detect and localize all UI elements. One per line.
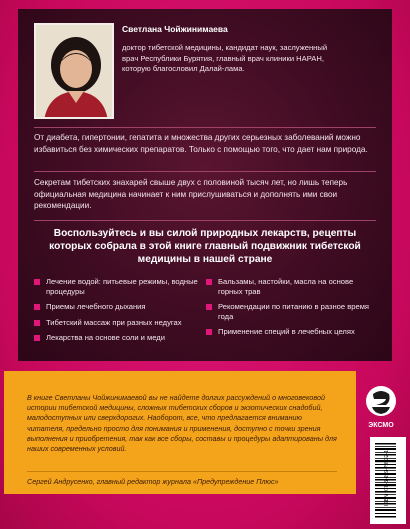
author-photo xyxy=(34,23,114,119)
list-item: Применение специй в лечебных целях xyxy=(206,327,374,337)
intro-paragraph: От диабета, гипертонии, гепатита и множества других серьезных заболеваний можно избавиться без химических препаратов. Только с помощью того, что дает нам природа. xyxy=(34,133,368,154)
bullet-icon xyxy=(206,279,212,285)
publisher-name: ЭКСМО xyxy=(368,422,394,429)
review-credit: Сергей Андрусенко, главный редактор журнала «Предупреждение Плюс» xyxy=(27,477,279,486)
bullet-icon xyxy=(206,329,212,335)
publisher-logo xyxy=(362,384,400,430)
list-item: Приемы лечебного дыхания xyxy=(34,302,199,312)
bullet-icon xyxy=(34,335,40,341)
list-item: Рекомендации по питанию в разное время года xyxy=(206,302,374,321)
list-item: Тибетский массаж при разных недугах xyxy=(34,318,199,328)
bullet-icon xyxy=(34,279,40,285)
review-text: В книге Светланы Чойжинимаевой вы не найдете долгих рассуждений о многовековой истории тибетской медицины, сложных тибетских сборов и экзотических снадобий, малодоступных или сверхдорогих. Наоборот, все, что предлагается вниманию читателя, предельно просто для понимания и применения, доступно с точки зрения выполнения и приобретения, так как все сборы, составы и процедуры адаптированы для наших современных условий. xyxy=(27,393,337,454)
list-item: Лечение водой: питьевые режимы, водные процедуры xyxy=(34,277,199,296)
content-panel xyxy=(18,9,392,361)
history-paragraph: Секретам тибетских знахарей свыше двух с половиной тысяч лет, но лишь теперь официальная медицина начинает к ним прислушиваться и дополнять ими свои рекомендации. xyxy=(34,178,348,211)
divider-headline xyxy=(34,220,376,221)
benefits-list-left xyxy=(34,277,199,349)
headline: Воспользуйтесь и вы силой природных лекарств, рецепты которых собрала в этой книге главный подвижник тибетской медицины в нашей стране xyxy=(49,228,361,265)
divider-top xyxy=(34,127,376,128)
list-item: Лекарства на основе соли и меди xyxy=(34,333,199,343)
bullet-icon xyxy=(206,304,212,310)
benefits-list-right xyxy=(206,277,374,343)
divider-middle xyxy=(34,171,376,172)
bullet-icon xyxy=(34,320,40,326)
review-divider xyxy=(27,471,337,472)
author-bio: доктор тибетской медицины, кандидат наук, заслуженный врач Республики Бурятия, главный врач клиники НАРАН, которую благословил Далай-лама. xyxy=(122,43,328,73)
isbn-number: ISBN 978-5-699-79532-1 xyxy=(384,450,390,506)
portrait-icon xyxy=(36,25,114,119)
bullet-icon xyxy=(34,304,40,310)
list-item: Бальзамы, настойки, масла на основе горных трав xyxy=(206,277,374,296)
eksmo-logo-icon xyxy=(362,384,400,430)
author-name: Светлана Чойжинимаева xyxy=(122,24,228,34)
